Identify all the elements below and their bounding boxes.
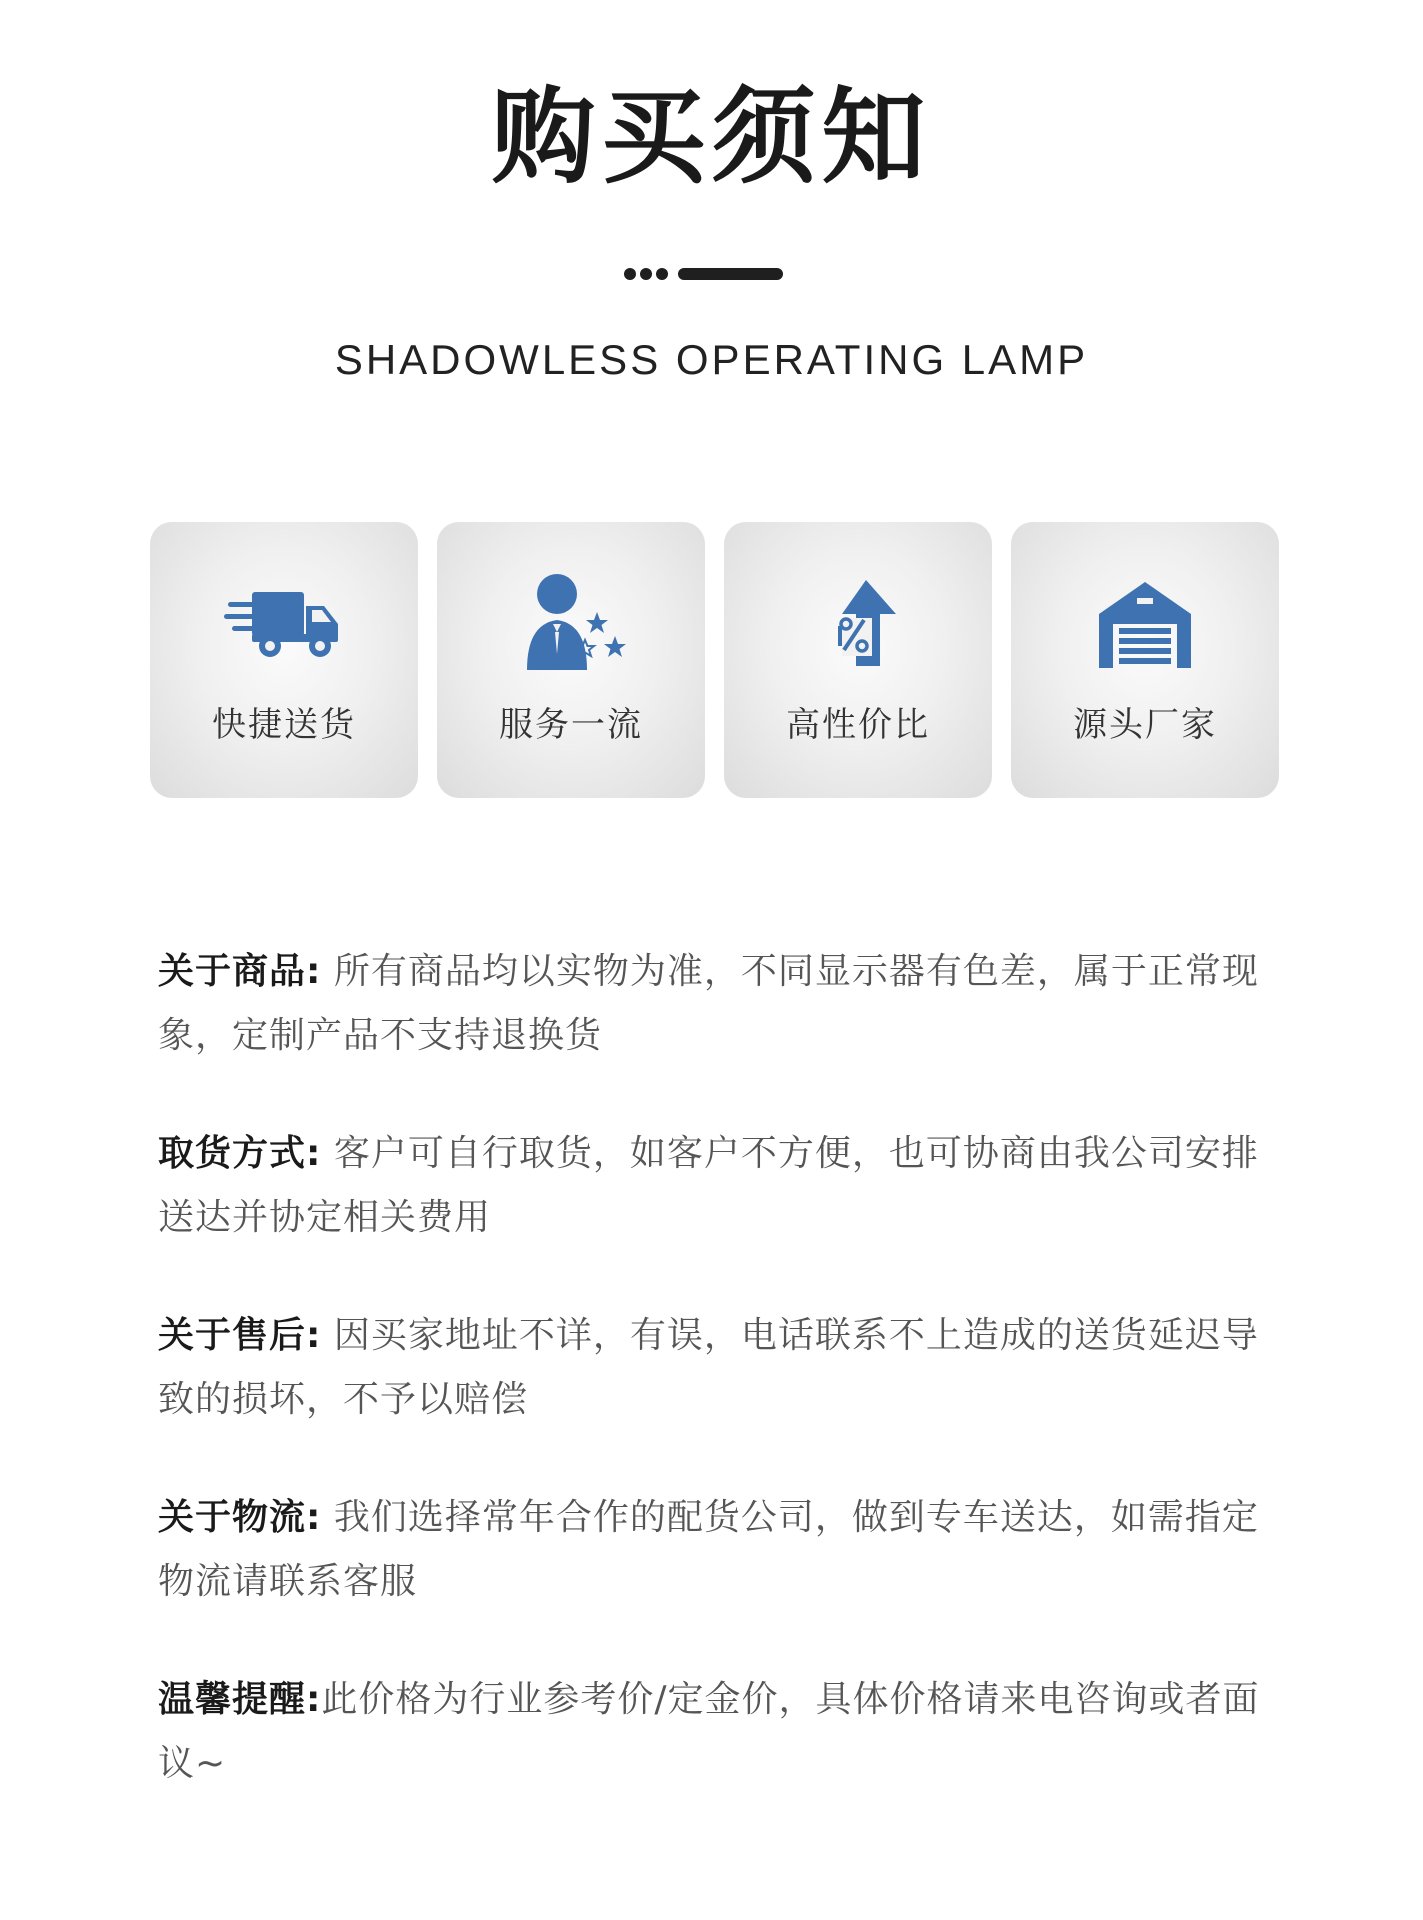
divider-dot (640, 268, 652, 280)
notice-pickup (158, 1122, 1273, 1250)
notice-logistics (158, 1486, 1273, 1614)
notice-text: 客户可自行取货，如客户不方便，也可协商由我公司安排送达并协定相关费用 (158, 1133, 1259, 1238)
divider-dot (656, 268, 668, 280)
notice-reminder (158, 1668, 1273, 1796)
service-person-stars-icon (511, 574, 631, 674)
delivery-truck-icon (224, 574, 344, 674)
divider-bar (678, 268, 783, 280)
notice-key: 关于售后: (158, 1315, 322, 1356)
feature-label: 服务一流 (499, 705, 643, 745)
feature-card-delivery (150, 522, 418, 798)
notice-text: 因买家地址不详，有误，电话联系不上造成的送货延迟导致的损坏，不予以赔偿 (158, 1315, 1259, 1420)
notice-text: 此价格为行业参考价/定金价，具体价格请来电咨询或者面议~ (158, 1679, 1260, 1784)
feature-label: 快捷送货 (212, 705, 356, 745)
notice-key: 取货方式: (158, 1133, 322, 1174)
page-title: 购买须知 (491, 76, 932, 198)
page-subtitle: SHADOWLESS OPERATING LAMP (334, 336, 1089, 383)
feature-card-factory (1011, 522, 1279, 798)
notice-after-sales (158, 1304, 1273, 1432)
factory-warehouse-icon (1085, 574, 1205, 674)
notice-product (158, 940, 1273, 1068)
feature-card-service (437, 522, 705, 798)
title-divider (624, 265, 784, 283)
feature-card-value (724, 522, 992, 798)
divider-dot (624, 268, 636, 280)
notice-key: 关于物流: (158, 1497, 322, 1538)
percent-arrow-up-icon (798, 574, 918, 674)
feature-cards (150, 522, 1280, 798)
notice-text: 我们选择常年合作的配货公司，做到专车送达，如需指定物流请联系客服 (158, 1497, 1259, 1602)
notice-key: 温馨提醒: (158, 1679, 322, 1720)
feature-label: 高性价比 (786, 705, 930, 745)
feature-label: 源头厂家 (1073, 705, 1217, 745)
notice-text: 所有商品均以实物为准，不同显示器有色差，属于正常现象，定制产品不支持退换货 (158, 951, 1259, 1056)
notice-key: 关于商品: (158, 951, 322, 992)
